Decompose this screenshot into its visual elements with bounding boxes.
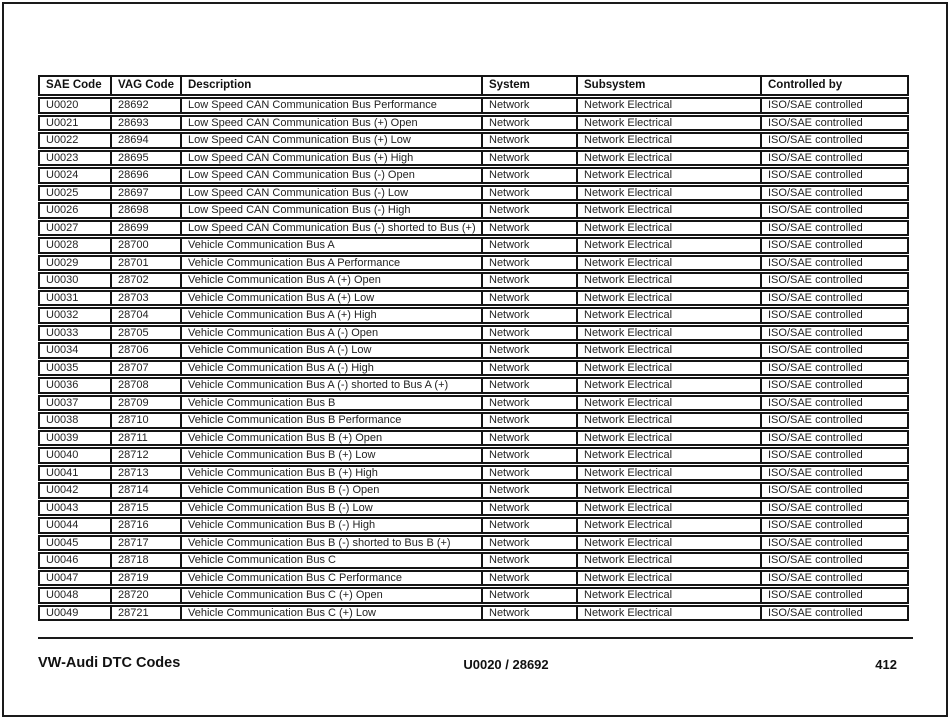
system-cell: Network <box>483 360 578 377</box>
sae-code-cell: U0028 <box>38 237 112 254</box>
system-cell: Network <box>483 150 578 167</box>
subsystem-cell: Network Electrical <box>578 465 762 482</box>
description-cell: Low Speed CAN Communication Bus (+) Open <box>182 115 483 132</box>
table-row <box>38 167 909 184</box>
table-row <box>38 500 909 517</box>
dtc-table-body <box>38 97 909 621</box>
vag-code-cell: 28707 <box>112 360 182 377</box>
system-cell: Network <box>483 430 578 447</box>
controlled-by-cell: ISO/SAE controlled <box>762 465 909 482</box>
controlled-by-cell: ISO/SAE controlled <box>762 447 909 464</box>
system-cell: Network <box>483 202 578 219</box>
col-header-description: Description <box>182 75 483 96</box>
sae-code-cell: U0027 <box>38 220 112 237</box>
sae-code-cell: U0043 <box>38 500 112 517</box>
table-row <box>38 255 909 272</box>
vag-code-cell: 28714 <box>112 482 182 499</box>
controlled-by-cell: ISO/SAE controlled <box>762 150 909 167</box>
subsystem-cell: Network Electrical <box>578 150 762 167</box>
table-row <box>38 587 909 604</box>
vag-code-cell: 28693 <box>112 115 182 132</box>
table-row <box>38 605 909 622</box>
subsystem-cell: Network Electrical <box>578 517 762 534</box>
controlled-by-cell: ISO/SAE controlled <box>762 605 909 622</box>
vag-code-cell: 28713 <box>112 465 182 482</box>
sae-code-cell: U0040 <box>38 447 112 464</box>
description-cell: Vehicle Communication Bus A (-) Low <box>182 342 483 359</box>
vag-code-cell: 28704 <box>112 307 182 324</box>
table-row <box>38 430 909 447</box>
table-row <box>38 377 909 394</box>
sae-code-cell: U0042 <box>38 482 112 499</box>
table-row <box>38 272 909 289</box>
subsystem-cell: Network Electrical <box>578 237 762 254</box>
footer-page-number: 412 <box>875 657 897 672</box>
controlled-by-cell: ISO/SAE controlled <box>762 97 909 114</box>
table-row <box>38 202 909 219</box>
system-cell: Network <box>483 255 578 272</box>
sae-code-cell: U0045 <box>38 535 112 552</box>
subsystem-cell: Network Electrical <box>578 552 762 569</box>
subsystem-cell: Network Electrical <box>578 605 762 622</box>
table-row <box>38 412 909 429</box>
table-row <box>38 237 909 254</box>
description-cell: Vehicle Communication Bus B (-) shorted to Bus B (+) <box>182 535 483 552</box>
description-cell: Vehicle Communication Bus A (-) shorted to Bus A (+) <box>182 377 483 394</box>
subsystem-cell: Network Electrical <box>578 115 762 132</box>
vag-code-cell: 28711 <box>112 430 182 447</box>
description-cell: Vehicle Communication Bus C <box>182 552 483 569</box>
table-header <box>38 75 909 96</box>
description-cell: Vehicle Communication Bus B (+) Open <box>182 430 483 447</box>
system-cell: Network <box>483 535 578 552</box>
system-cell: Network <box>483 587 578 604</box>
description-cell: Vehicle Communication Bus A Performance <box>182 255 483 272</box>
controlled-by-cell: ISO/SAE controlled <box>762 500 909 517</box>
controlled-by-cell: ISO/SAE controlled <box>762 342 909 359</box>
vag-code-cell: 28716 <box>112 517 182 534</box>
subsystem-cell: Network Electrical <box>578 97 762 114</box>
description-cell: Low Speed CAN Communication Bus (+) High <box>182 150 483 167</box>
controlled-by-cell: ISO/SAE controlled <box>762 552 909 569</box>
col-header-sae-code: SAE Code <box>38 75 112 96</box>
controlled-by-cell: ISO/SAE controlled <box>762 482 909 499</box>
sae-code-cell: U0047 <box>38 570 112 587</box>
table-row <box>38 552 909 569</box>
description-cell: Low Speed CAN Communication Bus (-) Low <box>182 185 483 202</box>
subsystem-cell: Network Electrical <box>578 132 762 149</box>
description-cell: Low Speed CAN Communication Bus (-) Open <box>182 167 483 184</box>
footer-code-reference: U0020 / 28692 <box>463 657 549 672</box>
sae-code-cell: U0037 <box>38 395 112 412</box>
system-cell: Network <box>483 272 578 289</box>
vag-code-cell: 28697 <box>112 185 182 202</box>
vag-code-cell: 28701 <box>112 255 182 272</box>
sae-code-cell: U0038 <box>38 412 112 429</box>
subsystem-cell: Network Electrical <box>578 395 762 412</box>
vag-code-cell: 28719 <box>112 570 182 587</box>
sae-code-cell: U0024 <box>38 167 112 184</box>
description-cell: Low Speed CAN Communication Bus Performance <box>182 97 483 114</box>
system-cell: Network <box>483 605 578 622</box>
table-row <box>38 465 909 482</box>
controlled-by-cell: ISO/SAE controlled <box>762 587 909 604</box>
system-cell: Network <box>483 97 578 114</box>
system-cell: Network <box>483 377 578 394</box>
controlled-by-cell: ISO/SAE controlled <box>762 185 909 202</box>
sae-code-cell: U0035 <box>38 360 112 377</box>
sae-code-cell: U0046 <box>38 552 112 569</box>
system-cell: Network <box>483 185 578 202</box>
vag-code-cell: 28705 <box>112 325 182 342</box>
vag-code-cell: 28715 <box>112 500 182 517</box>
description-cell: Vehicle Communication Bus A (-) Open <box>182 325 483 342</box>
vag-code-cell: 28706 <box>112 342 182 359</box>
controlled-by-cell: ISO/SAE controlled <box>762 202 909 219</box>
subsystem-cell: Network Electrical <box>578 202 762 219</box>
dtc-codes-table <box>38 74 909 622</box>
sae-code-cell: U0036 <box>38 377 112 394</box>
vag-code-cell: 28696 <box>112 167 182 184</box>
table-row <box>38 132 909 149</box>
sae-code-cell: U0044 <box>38 517 112 534</box>
system-cell: Network <box>483 220 578 237</box>
sae-code-cell: U0032 <box>38 307 112 324</box>
sae-code-cell: U0039 <box>38 430 112 447</box>
description-cell: Vehicle Communication Bus A (+) High <box>182 307 483 324</box>
vag-code-cell: 28698 <box>112 202 182 219</box>
table-row <box>38 307 909 324</box>
controlled-by-cell: ISO/SAE controlled <box>762 167 909 184</box>
description-cell: Low Speed CAN Communication Bus (-) High <box>182 202 483 219</box>
vag-code-cell: 28694 <box>112 132 182 149</box>
subsystem-cell: Network Electrical <box>578 185 762 202</box>
description-cell: Vehicle Communication Bus A (+) Open <box>182 272 483 289</box>
description-cell: Vehicle Communication Bus A (-) High <box>182 360 483 377</box>
controlled-by-cell: ISO/SAE controlled <box>762 570 909 587</box>
vag-code-cell: 28709 <box>112 395 182 412</box>
sae-code-cell: U0020 <box>38 97 112 114</box>
sae-code-cell: U0025 <box>38 185 112 202</box>
vag-code-cell: 28712 <box>112 447 182 464</box>
description-cell: Low Speed CAN Communication Bus (+) Low <box>182 132 483 149</box>
table-row <box>38 395 909 412</box>
vag-code-cell: 28700 <box>112 237 182 254</box>
sae-code-cell: U0030 <box>38 272 112 289</box>
table-row <box>38 535 909 552</box>
subsystem-cell: Network Electrical <box>578 482 762 499</box>
subsystem-cell: Network Electrical <box>578 377 762 394</box>
col-header-controlled-by: Controlled by <box>762 75 909 96</box>
table-row <box>38 150 909 167</box>
subsystem-cell: Network Electrical <box>578 290 762 307</box>
system-cell: Network <box>483 412 578 429</box>
vag-code-cell: 28720 <box>112 587 182 604</box>
controlled-by-cell: ISO/SAE controlled <box>762 115 909 132</box>
sae-code-cell: U0033 <box>38 325 112 342</box>
controlled-by-cell: ISO/SAE controlled <box>762 237 909 254</box>
subsystem-cell: Network Electrical <box>578 430 762 447</box>
vag-code-cell: 28695 <box>112 150 182 167</box>
table-row <box>38 360 909 377</box>
subsystem-cell: Network Electrical <box>578 342 762 359</box>
table-row <box>38 115 909 132</box>
footer-divider <box>38 637 913 639</box>
description-cell: Vehicle Communication Bus B (-) Low <box>182 500 483 517</box>
controlled-by-cell: ISO/SAE controlled <box>762 412 909 429</box>
header-row <box>38 75 909 96</box>
sae-code-cell: U0034 <box>38 342 112 359</box>
system-cell: Network <box>483 115 578 132</box>
subsystem-cell: Network Electrical <box>578 220 762 237</box>
description-cell: Vehicle Communication Bus A <box>182 237 483 254</box>
system-cell: Network <box>483 342 578 359</box>
description-cell: Low Speed CAN Communication Bus (-) shorted to Bus (+) <box>182 220 483 237</box>
controlled-by-cell: ISO/SAE controlled <box>762 307 909 324</box>
controlled-by-cell: ISO/SAE controlled <box>762 255 909 272</box>
table-row <box>38 97 909 114</box>
sae-code-cell: U0049 <box>38 605 112 622</box>
sae-code-cell: U0026 <box>38 202 112 219</box>
sae-code-cell: U0023 <box>38 150 112 167</box>
description-cell: Vehicle Communication Bus C Performance <box>182 570 483 587</box>
subsystem-cell: Network Electrical <box>578 412 762 429</box>
subsystem-cell: Network Electrical <box>578 360 762 377</box>
table-row <box>38 447 909 464</box>
sae-code-cell: U0048 <box>38 587 112 604</box>
vag-code-cell: 28708 <box>112 377 182 394</box>
table-row <box>38 342 909 359</box>
subsystem-cell: Network Electrical <box>578 587 762 604</box>
system-cell: Network <box>483 307 578 324</box>
subsystem-cell: Network Electrical <box>578 500 762 517</box>
controlled-by-cell: ISO/SAE controlled <box>762 325 909 342</box>
controlled-by-cell: ISO/SAE controlled <box>762 360 909 377</box>
sae-code-cell: U0029 <box>38 255 112 272</box>
col-header-subsystem: Subsystem <box>578 75 762 96</box>
controlled-by-cell: ISO/SAE controlled <box>762 272 909 289</box>
subsystem-cell: Network Electrical <box>578 167 762 184</box>
col-header-vag-code: VAG Code <box>112 75 182 96</box>
vag-code-cell: 28710 <box>112 412 182 429</box>
subsystem-cell: Network Electrical <box>578 307 762 324</box>
system-cell: Network <box>483 447 578 464</box>
description-cell: Vehicle Communication Bus A (+) Low <box>182 290 483 307</box>
table-row <box>38 185 909 202</box>
sae-code-cell: U0021 <box>38 115 112 132</box>
subsystem-cell: Network Electrical <box>578 255 762 272</box>
description-cell: Vehicle Communication Bus B (-) High <box>182 517 483 534</box>
description-cell: Vehicle Communication Bus B Performance <box>182 412 483 429</box>
system-cell: Network <box>483 552 578 569</box>
sae-code-cell: U0031 <box>38 290 112 307</box>
vag-code-cell: 28703 <box>112 290 182 307</box>
col-header-system: System <box>483 75 578 96</box>
controlled-by-cell: ISO/SAE controlled <box>762 132 909 149</box>
controlled-by-cell: ISO/SAE controlled <box>762 377 909 394</box>
subsystem-cell: Network Electrical <box>578 535 762 552</box>
controlled-by-cell: ISO/SAE controlled <box>762 517 909 534</box>
subsystem-cell: Network Electrical <box>578 447 762 464</box>
table-row <box>38 570 909 587</box>
system-cell: Network <box>483 500 578 517</box>
description-cell: Vehicle Communication Bus B <box>182 395 483 412</box>
table-row <box>38 482 909 499</box>
description-cell: Vehicle Communication Bus C (+) Open <box>182 587 483 604</box>
controlled-by-cell: ISO/SAE controlled <box>762 290 909 307</box>
vag-code-cell: 28718 <box>112 552 182 569</box>
system-cell: Network <box>483 290 578 307</box>
system-cell: Network <box>483 325 578 342</box>
table-row <box>38 290 909 307</box>
system-cell: Network <box>483 570 578 587</box>
controlled-by-cell: ISO/SAE controlled <box>762 220 909 237</box>
table-row <box>38 220 909 237</box>
vag-code-cell: 28702 <box>112 272 182 289</box>
controlled-by-cell: ISO/SAE controlled <box>762 395 909 412</box>
subsystem-cell: Network Electrical <box>578 570 762 587</box>
system-cell: Network <box>483 132 578 149</box>
vag-code-cell: 28721 <box>112 605 182 622</box>
system-cell: Network <box>483 167 578 184</box>
vag-code-cell: 28717 <box>112 535 182 552</box>
system-cell: Network <box>483 237 578 254</box>
controlled-by-cell: ISO/SAE controlled <box>762 535 909 552</box>
vag-code-cell: 28692 <box>112 97 182 114</box>
description-cell: Vehicle Communication Bus B (+) High <box>182 465 483 482</box>
description-cell: Vehicle Communication Bus B (+) Low <box>182 447 483 464</box>
subsystem-cell: Network Electrical <box>578 325 762 342</box>
system-cell: Network <box>483 465 578 482</box>
sae-code-cell: U0041 <box>38 465 112 482</box>
footer-document-title: VW-Audi DTC Codes <box>38 655 181 671</box>
sae-code-cell: U0022 <box>38 132 112 149</box>
table-row <box>38 325 909 342</box>
description-cell: Vehicle Communication Bus B (-) Open <box>182 482 483 499</box>
system-cell: Network <box>483 395 578 412</box>
table-row <box>38 517 909 534</box>
subsystem-cell: Network Electrical <box>578 272 762 289</box>
vag-code-cell: 28699 <box>112 220 182 237</box>
system-cell: Network <box>483 517 578 534</box>
description-cell: Vehicle Communication Bus C (+) Low <box>182 605 483 622</box>
system-cell: Network <box>483 482 578 499</box>
controlled-by-cell: ISO/SAE controlled <box>762 430 909 447</box>
